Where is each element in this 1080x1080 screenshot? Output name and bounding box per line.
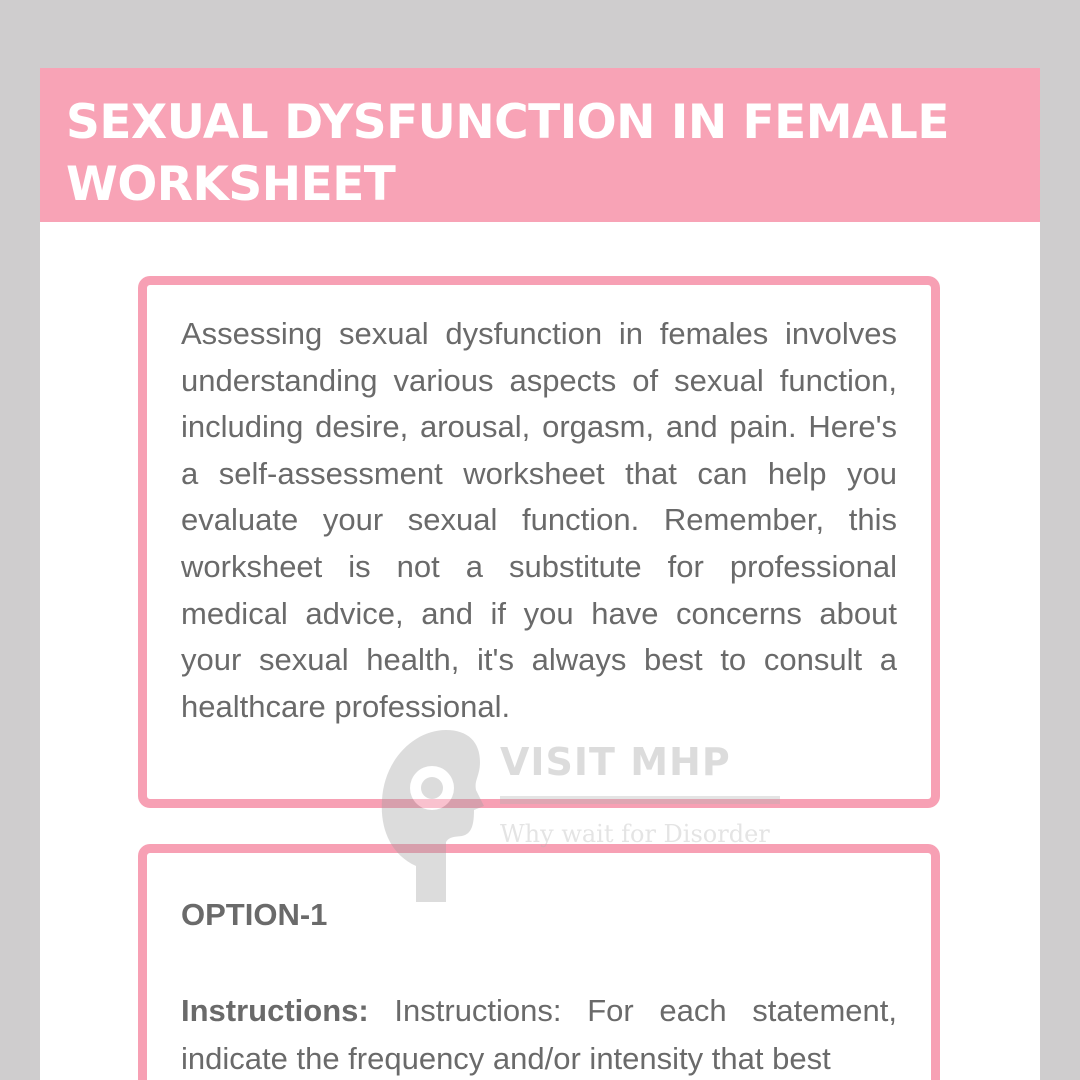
instructions-paragraph: [181, 987, 897, 1080]
instructions-label: Instructions:: [181, 993, 369, 1028]
option-title: OPTION-1: [181, 897, 328, 932]
option-card: [138, 844, 940, 1080]
page-title: SEXUAL DYSFUNCTION IN FEMALE WORKSHEET: [66, 95, 949, 212]
instructions-text: Instructions: For each statement, indicate the frequency and/or intensity that best: [181, 993, 897, 1076]
intro-paragraph: Assessing sexual dysfunction in females involves understanding various aspects of sexual function, including desire, arousal, orgasm, and pain. Here's a self-assessment worksheet that can help you evaluate your sexual function. Remember, this worksheet is not a substitute for professional medical advice, and if you have concerns about your sexual health, it's always best to consult a healthcare professional.: [181, 316, 897, 724]
worksheet-page: [40, 68, 1040, 1080]
watermark-tagline: Why wait for Disorder: [500, 820, 770, 848]
intro-card: [138, 276, 940, 808]
watermark-brand: VISIT MHP: [500, 740, 731, 784]
header-banner: [40, 68, 1040, 222]
